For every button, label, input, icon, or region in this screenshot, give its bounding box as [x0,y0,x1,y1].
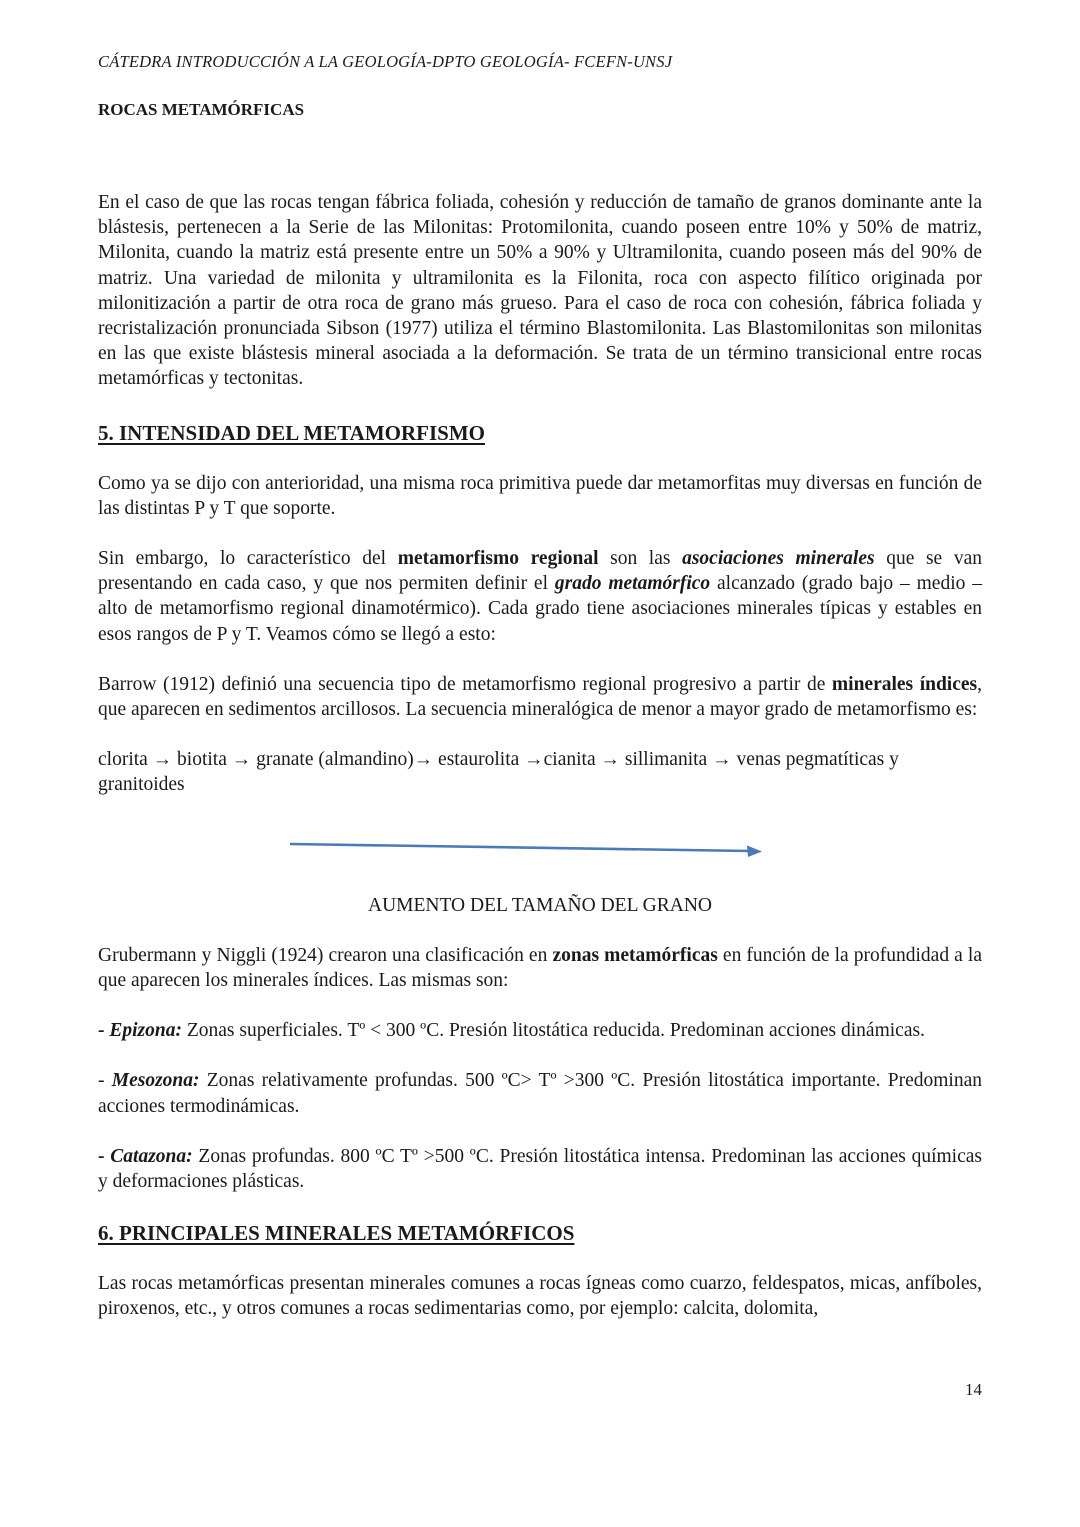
arrow-head [747,845,762,857]
arrow-shaft [290,844,750,851]
arrow-right-icon [288,838,768,858]
chapter-label: ROCAS METAMÓRFICAS [98,100,305,119]
arrow-caption: AUMENTO DEL TAMAÑO DEL GRANO [367,894,712,916]
section-5-paragraph-1: Como ya se dijo con anterioridad, una misma roca primitiva puede dar metamorfitas muy diversas en función de las distintas P y T que soporte. [98,472,982,519]
section-6-paragraph-1: Las rocas metamórficas presentan minerales comunes a rocas ígneas como cuarzo, feldespatos, micas, anfíboles, piroxenos, etc., y otros comunes a rocas sedimentarias como, por ejemplo: calcita, dolomita, [98,1273,982,1320]
zone-catazona [98,1144,982,1194]
section-5-paragraph-2 [98,546,982,647]
text-run: Grubermann y Niggli (1924) crearon una clasificación en [98,944,553,966]
text-run: Sin embargo, lo característico del [98,548,398,570]
page-body [98,190,982,1322]
text-run: en función de la profundidad a la que aparecen los minerales índices. Las mismas son: [98,944,982,992]
zone-description: Zonas profundas. 800 ºC Tº >500 ºC. Presión litostática intensa. Predominan las acciones químicas y deformaciones plásticas. [98,1145,983,1193]
text-run: que se van presentando en cada caso, y que nos permiten definir el [98,548,982,595]
zone-name: Mesozona: [111,1070,200,1092]
running-header: CÁTEDRA INTRODUCCIÓN A LA GEOLOGÍA-DPTO GEOLOGÍA- FCEFN-UNSJ [98,52,673,71]
zone-name: Catazona: [110,1145,193,1167]
page-number: 14 [965,1380,982,1399]
text-run: , que aparecen en sedimentos arcillosos. La secuencia mineralógica de menor a mayor grado de metamorfismo es: [98,673,982,721]
bold-italic-term: asociaciones minerales [682,548,875,570]
section-5-heading: 5. INTENSIDAD DEL METAMORFISMO [98,420,485,445]
mineral-sequence: clorita → biotita → granate (almandino)→ estaurolita →cianita → sillimanita → venas pegmatíticas y granitoides [98,749,899,796]
section-5-paragraph-3 [98,672,982,722]
zone-description: Zonas superficiales. Tº < 300 ºC. Presión litostática reducida. Predominan acciones dinámicas. [181,1020,925,1042]
bold-term: zonas metamórficas [552,944,718,966]
bold-term: metamorfismo regional [397,548,599,570]
bold-term: minerales índices [831,673,978,695]
grain-size-arrow [98,823,982,893]
text-run: alcanzado (grado bajo – medio – alto de metamorfismo regional dinamotérmico). Cada grado tiene asociaciones minerales típicas y estables en esos rangos de P y T. Veamos cómo se llegó a esto: [98,573,982,645]
bold-italic-term: grado metamórfico [554,573,711,595]
text-run: son las [598,548,683,570]
zone-prefix: - [98,1070,112,1092]
milonite-paragraph: En el caso de que las rocas tengan fábrica foliada, cohesión y reducción de tamaño de granos dominante ante la blástesis, pertenecen a la Serie de las Milonitas: Protomilonita, cuando poseen entre 10% y 50% de matriz, Milonita, cuando la matriz está presente entre un 50% a 90% y Ultramilonita, cuando poseen más del 90% de matriz. Una variedad de milonita y ultramilonita es la Filonita, roca con aspecto filítico originada por milonitización a partir de otra roca de grano más grueso. Para el caso de roca con cohesión, fábrica foliada y recristalización pronunciada Sibson (1977) utiliza el término Blastomilonita. Las Blastomilonitas son milonitas en las que existe blástesis mineral asociada a la deformación. Se trata de un término transicional entre rocas metamórficas y tectonitas. [98,192,982,390]
zone-mesozona [98,1068,982,1118]
section-5-paragraph-4 [98,943,982,993]
zone-prefix: - [98,1020,110,1042]
zone-epizona [98,1018,982,1043]
text-run: Barrow (1912) definió una secuencia tipo de metamorfismo regional progresivo a partir de [98,673,832,695]
zone-prefix: - [98,1145,111,1167]
zone-description: Zonas relativamente profundas. 500 ºC> Tº >300 ºC. Presión litostática importante. Predominan acciones termodinámicas. [98,1070,983,1117]
section-6-heading: 6. PRINCIPALES MINERALES METAMÓRFICOS [98,1221,575,1246]
zone-name: Epizona: [109,1020,182,1042]
